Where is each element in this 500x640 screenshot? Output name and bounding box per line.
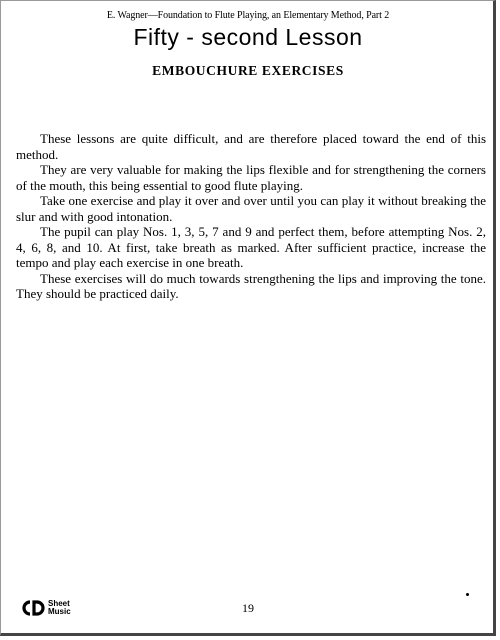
body-text (16, 131, 486, 302)
logo-text-line2: Music (48, 607, 71, 616)
paragraph-3: Take one exercise and play it over and over until you can play it without breaking the slur and with good intonation. (16, 193, 486, 224)
paragraph-2: They are very valuable for making the lips flexible and for strengthening the corners of the mouth, this being essential to good flute playing. (16, 162, 486, 193)
running-header: E. Wagner—Foundation to Flute Playing, an Elementary Method, Part 2 (106, 10, 390, 21)
paragraph-5: These exercises will do much towards strengthening the lips and improving the tone. They should be practiced daily. (16, 270, 486, 301)
stray-mark (466, 593, 469, 596)
lesson-title: Fifty - second Lesson (133, 24, 363, 50)
lesson-subtitle: EMBOUCHURE EXERCISES (152, 63, 344, 78)
logo-text-line1: Sheet (48, 599, 70, 608)
page-number: 19 (242, 601, 254, 615)
paragraph-4: The pupil can play Nos. 1, 3, 5, 7 and 9 and perfect them, before attempting Nos. 2, 4, 6, 8, and 10. At first, take breath as marked. After sufficient practice, increase the tempo and play each exercise in one breath. (16, 224, 486, 270)
paragraph-1: These lessons are quite difficult, and are therefore placed toward the end of this method. (16, 131, 486, 162)
